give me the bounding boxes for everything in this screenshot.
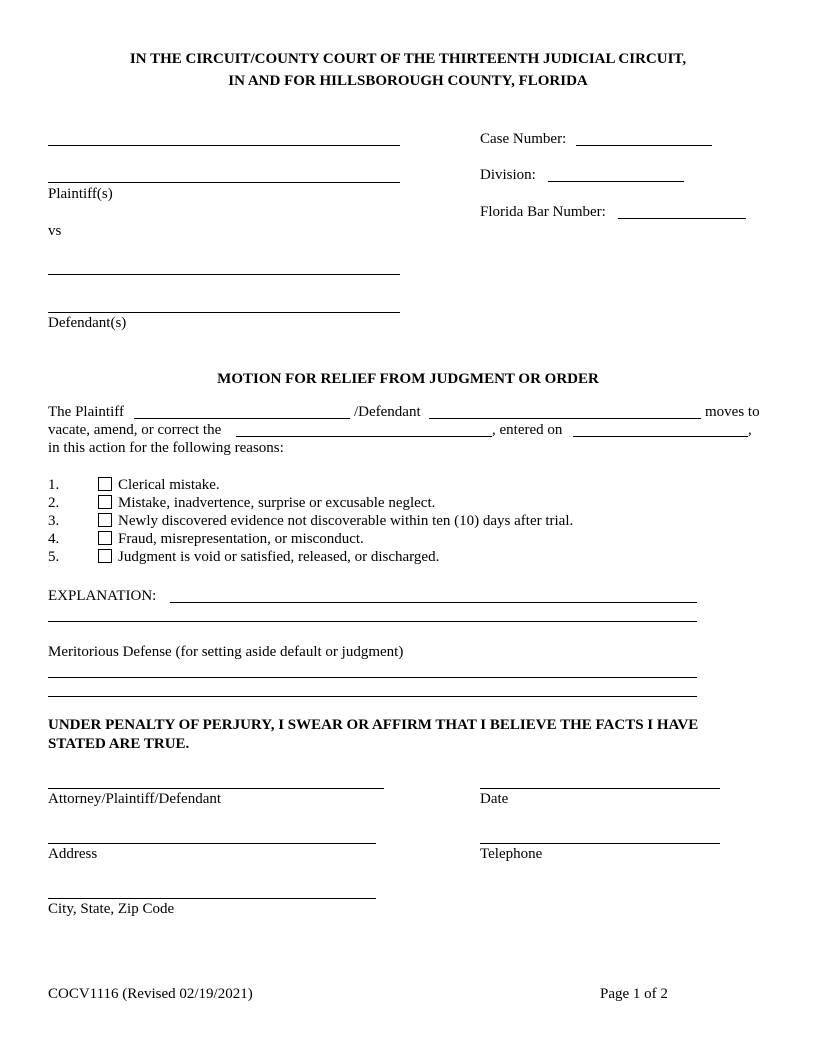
explanation-input-2[interactable] xyxy=(48,605,697,622)
case-number-label: Case Number: xyxy=(480,131,567,147)
oath-line-1: UNDER PENALTY OF PERJURY, I SWEAR OR AFFIRM THAT I BELIEVE THE FACTS I HAVE xyxy=(48,717,699,733)
oath-line-2: STATED ARE TRUE. xyxy=(48,736,190,752)
telephone-label: Telephone xyxy=(480,846,543,862)
defendant-label: Defendant(s) xyxy=(48,315,127,331)
address-label: Address xyxy=(48,846,98,862)
reason-checkbox[interactable] xyxy=(98,495,112,509)
reason-checkbox[interactable] xyxy=(98,477,112,491)
reason-label: Clerical mistake. xyxy=(118,477,220,493)
defendant-text: /Defendant xyxy=(354,404,421,420)
moves-to-text: moves to xyxy=(705,404,760,420)
meritorious-defense-label: Meritorious Defense (for setting aside default or judgment) xyxy=(48,644,404,660)
plaintiff-name-input-2[interactable] xyxy=(48,166,400,183)
reason-number: 4. xyxy=(48,531,60,547)
motion-defendant-input[interactable] xyxy=(429,402,701,419)
date-label: Date xyxy=(480,791,509,807)
entered-on-text: , entered on xyxy=(492,422,563,438)
city-state-zip-label: City, State, Zip Code xyxy=(48,901,175,917)
meritorious-defense-input-2[interactable] xyxy=(48,680,697,697)
reason-checkbox[interactable] xyxy=(98,513,112,527)
reason-number: 5. xyxy=(48,549,60,565)
city-state-zip-input[interactable] xyxy=(48,882,376,899)
reasons-intro: in this action for the following reasons: xyxy=(48,440,284,456)
form-id: COCV1116 (Revised 02/19/2021) xyxy=(48,986,253,1002)
judgment-description-input[interactable] xyxy=(236,420,492,437)
defendant-name-input-1[interactable] xyxy=(48,258,400,275)
reason-label: Newly discovered evidence not discoverable within ten (10) days after trial. xyxy=(118,513,574,529)
page-number: Page 1 of 2 xyxy=(600,986,668,1002)
division-label: Division: xyxy=(480,167,536,183)
comma-text: , xyxy=(748,422,752,438)
reason-label: Judgment is void or satisfied, released, or discharged. xyxy=(118,549,440,565)
vs-label: vs xyxy=(48,223,62,239)
meritorious-defense-input-1[interactable] xyxy=(48,661,697,678)
court-header-line-2: IN AND FOR HILLSBOROUGH COUNTY, FLORIDA xyxy=(228,73,588,89)
defendant-name-input-2[interactable] xyxy=(48,296,400,313)
plaintiff-text: The Plaintiff xyxy=(48,404,124,420)
plaintiff-label: Plaintiff(s) xyxy=(48,186,113,202)
reason-checkbox[interactable] xyxy=(98,549,112,563)
case-number-input[interactable] xyxy=(576,129,712,146)
date-input[interactable] xyxy=(480,772,720,789)
division-input[interactable] xyxy=(548,165,684,182)
florida-bar-number-input[interactable] xyxy=(618,202,746,219)
explanation-input-1[interactable] xyxy=(170,586,697,603)
court-header-line-1: IN THE CIRCUIT/COUNTY COURT OF THE THIRTEENTH JUDICIAL CIRCUIT, xyxy=(129,51,687,67)
reason-number: 1. xyxy=(48,477,60,493)
explanation-label: EXPLANATION: xyxy=(48,588,157,604)
reason-number: 2. xyxy=(48,495,60,511)
plaintiff-name-input-1[interactable] xyxy=(48,129,400,146)
signature-input[interactable] xyxy=(48,772,384,789)
florida-bar-number-label: Florida Bar Number: xyxy=(480,204,606,220)
reason-label: Fraud, misrepresentation, or misconduct. xyxy=(118,531,364,547)
signer-label: Attorney/Plaintiff/Defendant xyxy=(48,791,222,807)
reason-checkbox[interactable] xyxy=(98,531,112,545)
reason-number: 3. xyxy=(48,513,60,529)
entered-on-date-input[interactable] xyxy=(573,420,748,437)
address-input[interactable] xyxy=(48,827,376,844)
telephone-input[interactable] xyxy=(480,827,720,844)
motion-title: MOTION FOR RELIEF FROM JUDGMENT OR ORDER xyxy=(217,371,599,387)
motion-plaintiff-input[interactable] xyxy=(134,402,350,419)
vacate-text: vacate, amend, or correct the xyxy=(48,422,222,438)
reason-label: Mistake, inadvertence, surprise or excusable neglect. xyxy=(118,495,436,511)
